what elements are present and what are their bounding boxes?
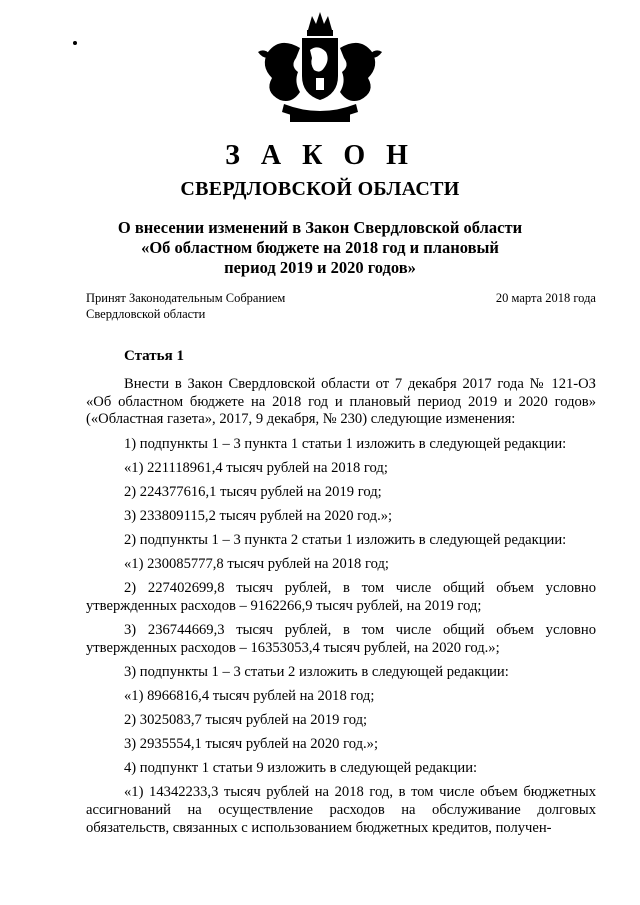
coat-of-arms-icon	[250, 8, 390, 130]
paragraph: «1) 8966816,4 тысяч рублей на 2018 год;	[124, 687, 375, 704]
adoption-date: 20 марта 2018 года	[495, 291, 596, 305]
article-heading: Статья 1	[124, 348, 184, 364]
paragraph: 3) 236744669,3 тысяч рублей, в том числе общий объем условно утвержденных расходов – 16353053,4 тысяч рублей, на 2020 год.»;	[86, 621, 596, 656]
document-subtitle: СВЕРДЛОВСКОЙ ОБЛАСТИ	[180, 178, 460, 200]
subject-line: О внесении изменений в Закон Свердловской области	[117, 218, 523, 237]
paragraph: «1) 221118961,4 тысяч рублей на 2018 год;	[124, 459, 388, 476]
subject-line: период 2019 и 2020 годов»	[224, 258, 416, 277]
law-subject	[60, 218, 580, 278]
adoption-line: Свердловской области	[86, 307, 206, 321]
paragraph: 2) 224377616,1 тысяч рублей на 2019 год;	[124, 483, 382, 500]
scan-dot	[73, 41, 77, 45]
adoption-line: Принят Законодательным Собранием	[86, 291, 286, 305]
paragraph: 3) 233809115,2 тысяч рублей на 2020 год.»;	[124, 507, 393, 524]
paragraph: «1) 230085777,8 тысяч рублей на 2018 год;	[124, 555, 389, 572]
paragraph: 3) 2935554,1 тысяч рублей на 2020 год.»;	[124, 735, 379, 752]
document-title: З А К О Н	[225, 140, 415, 171]
paragraph: 2) 227402699,8 тысяч рублей, в том числе общий объем условно утвержденных расходов – 9162266,9 тысяч рублей, на 2019 год;	[86, 579, 596, 614]
paragraph: «1) 14342233,3 тысяч рублей на 2018 год, в том числе объем бюджетных ассигнований на осуществление расходов на обслуживание долговых обязательств, связанных с использованием бюджетных кредитов, получен-	[86, 783, 596, 836]
paragraph: Внести в Закон Свердловской области от 7 декабря 2017 года № 121-ОЗ «Об областном бюджете на 2018 год и плановый период 2019 и 2020 годов» («Областная газета», 2017, 9 декабря, № 230) следующие изменения:	[86, 376, 596, 427]
article-body	[86, 376, 596, 843]
adoption-body	[86, 290, 285, 322]
paragraph: 4) подпункт 1 статьи 9 изложить в следующей редакции:	[124, 759, 478, 776]
paragraph: 1) подпункты 1 – 3 пункта 1 статьи 1 изложить в следующей редакции:	[124, 435, 567, 452]
paragraph: 3) подпункты 1 – 3 статьи 2 изложить в следующей редакции:	[124, 663, 509, 680]
paragraph: 2) подпункты 1 – 3 пункта 2 статьи 1 изложить в следующей редакции:	[124, 531, 567, 548]
paragraph: 2) 3025083,7 тысяч рублей на 2019 год;	[124, 711, 368, 728]
subject-line: «Об областном бюджете на 2018 год и плановый	[141, 238, 499, 257]
